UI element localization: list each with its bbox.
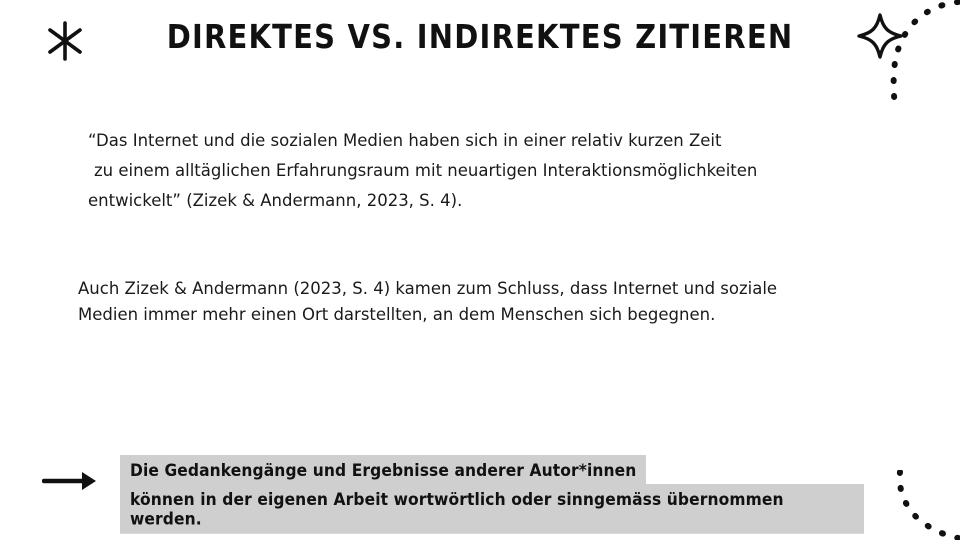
paraphrase-line-1: Auch Zizek & Andermann (2023, S. 4) kamen zum Schluss, dass Internet und soziale	[78, 279, 778, 298]
direct-quote-line-3: entwickelt” (Zizek & Andermann, 2023, S. 4).	[88, 191, 463, 210]
paraphrase-block	[78, 276, 868, 328]
direct-quote-block	[88, 126, 878, 216]
direct-quote-line-2: zu einem alltäglichen Erfahrungsraum mit neuartigen Interaktionsmöglichkeiten	[94, 161, 758, 180]
paraphrase-line-2: Medien immer mehr einen Ort darstellten, an dem Menschen sich begegnen.	[78, 305, 716, 324]
callout-box	[120, 455, 864, 531]
dotted-arc-bottom-decoration	[888, 470, 960, 540]
callout-line-2: können in der eigenen Arbeit wortwörtlich oder sinngemäss übernommen werden.	[120, 484, 864, 534]
right-arrow-icon	[42, 468, 100, 494]
direct-quote-line-1: “Das Internet und die sozialen Medien haben sich in einer relativ kurzen Zeit	[88, 131, 722, 150]
asterisk-icon	[42, 18, 88, 64]
callout-line-1: Die Gedankengänge und Ergebnisse anderer Autor*innen	[120, 455, 646, 486]
dotted-arc-top-decoration	[880, 0, 960, 110]
page-title: DIREKTES VS. INDIREKTES ZITIEREN	[166, 18, 794, 57]
